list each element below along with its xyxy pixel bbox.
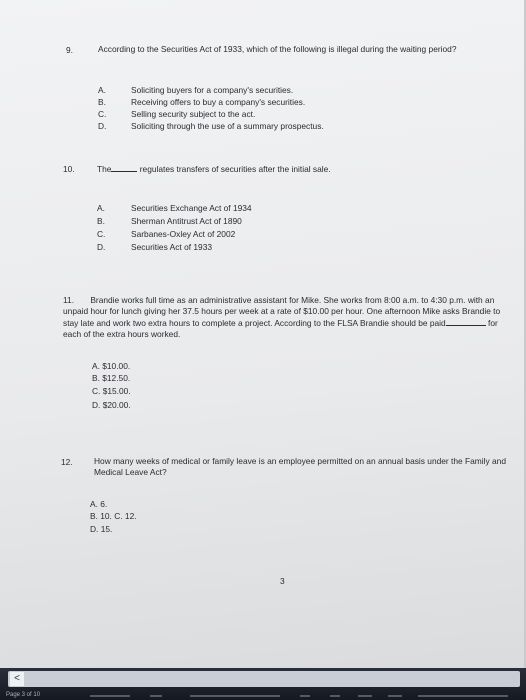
answer-blank	[446, 317, 486, 326]
toolbar-item[interactable]	[330, 695, 340, 697]
toolbar-item[interactable]	[388, 695, 402, 697]
q9-option-c-text: Selling security subject to the act.	[131, 109, 256, 119]
status-strip	[0, 690, 526, 700]
question-10-number: 10.	[63, 164, 75, 174]
question-11-text-before: Brandie works full time as an administrative assistant for Mike. She works from 8:00 a.m. to 4:30 p.m. with an unpaid hour for lunch giving her 37.5 hours per week at a rate of $10.00 per hour. One afternoon Mike asks Brandie to stay late and work two extra hours to complete a project. According to the FLSA Brandie should be paid	[63, 295, 501, 328]
q10-option-d-text: Securities Act of 1933	[131, 242, 213, 252]
q11-option-c: C. $15.00.	[92, 386, 131, 396]
question-9-number: 9.	[66, 45, 73, 55]
q10-option-b-text: Sherman Antitrust Act of 1890	[131, 216, 242, 226]
q9-option-d-letter: D.	[98, 121, 107, 131]
question-11-text-after: for each of the extra hours worked.	[63, 318, 498, 339]
page-indicator: Page 3 of 10	[6, 692, 41, 698]
q12-option-b-c: B. 10. C. 12.	[90, 511, 137, 521]
toolbar-item[interactable]	[418, 695, 508, 697]
previous-page-button[interactable]: <	[10, 672, 24, 686]
q9-option-a-text: Soliciting buyers for a company's securities.	[131, 85, 294, 95]
q11-option-d: D. $20.00.	[92, 400, 131, 410]
q11-option-a: A. $10.00.	[92, 361, 131, 371]
page-number: 3	[280, 576, 285, 586]
answer-blank	[111, 163, 137, 172]
q12-option-a: A. 6.	[90, 499, 108, 509]
q9-option-d-text: Soliciting through the use of a summary prospectus.	[131, 121, 324, 131]
page-scrollbar[interactable]	[8, 671, 520, 687]
q10-option-b-letter: B.	[97, 216, 105, 226]
q9-option-a-letter: A.	[98, 85, 106, 95]
q10-option-c-letter: C.	[97, 229, 106, 239]
q10-option-d-letter: D.	[97, 242, 106, 252]
toolbar-item[interactable]	[90, 695, 130, 697]
toolbar-item[interactable]	[190, 695, 280, 697]
question-10-text	[97, 163, 331, 175]
q12-option-d: D. 15.	[90, 524, 113, 534]
q9-option-b-text: Receiving offers to buy a company's securities.	[131, 97, 306, 107]
question-10-text-after: regulates transfers of securities after the initial sale.	[139, 164, 331, 174]
q9-option-b-letter: B.	[98, 97, 106, 107]
q10-option-a-text: Securities Exchange Act of 1934	[131, 203, 252, 213]
toolbar-item[interactable]	[358, 695, 372, 697]
toolbar-item[interactable]	[300, 695, 310, 697]
question-10-text-before: The	[97, 164, 112, 174]
toolbar-item[interactable]	[150, 695, 162, 697]
q10-option-c-text: Sarbanes-Oxley Act of 2002	[131, 229, 236, 239]
question-11-text	[63, 295, 503, 340]
question-11-number: 11.	[63, 295, 75, 305]
question-12-number: 12.	[61, 457, 73, 467]
q10-option-a-letter: A.	[97, 203, 105, 213]
question-12-text: How many weeks of medical or family leave is an employee permitted on an annual basis under the Family and Medical Leave Act?	[94, 456, 506, 477]
question-9-text: According to the Securities Act of 1933, which of the following is illegal during the waiting period?	[98, 44, 457, 54]
q11-option-b: B. $12.50.	[92, 373, 131, 383]
q9-option-c-letter: C.	[98, 109, 107, 119]
